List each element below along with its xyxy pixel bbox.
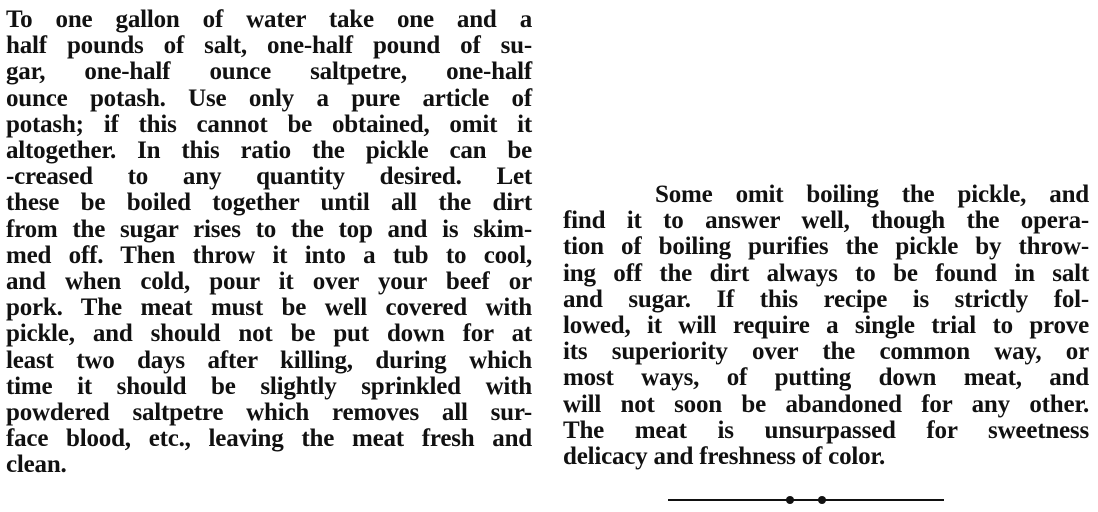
text-line: most ways, of putting down meat, and — [563, 364, 1089, 392]
text-line: gar, one-half ounce saltpetre, one-half — [6, 58, 532, 86]
divider-ornament-dot — [786, 496, 794, 504]
text-line: will not soon be abandoned for any other. — [563, 390, 1089, 418]
text-line: powdered saltpetre which removes all sur- — [6, 399, 532, 427]
text-line: To one gallon of water take one and a — [6, 6, 532, 33]
text-line: and sugar. If this recipe is strictly fol- — [563, 285, 1089, 313]
text-line: clean. — [6, 451, 67, 479]
text-line: least two days after killing, during which — [6, 346, 532, 374]
text-line: time it should be slightly sprinkled with — [6, 372, 532, 400]
decorative-divider-rule — [668, 499, 944, 501]
text-line: find it to answer well, though the opera- — [563, 207, 1089, 235]
text-line: pork. The meat must be well covered with — [6, 294, 532, 322]
text-line: The meat is unsurpassed for sweetness — [563, 416, 1089, 444]
text-line: -creased to any quantity desired. Let — [6, 163, 532, 191]
text-line: lowed, it will require a single trial to prove — [563, 312, 1089, 340]
text-line: half pounds of salt, one-half pound of su- — [6, 32, 532, 60]
text-line: pickle, and should not be put down for at — [6, 320, 532, 348]
text-line: Some omit boiling the pickle, and — [655, 181, 1089, 208]
text-line: med off. Then throw it into a tub to cool, — [6, 241, 532, 269]
text-line: tion of boiling purifies the pickle by throw- — [563, 233, 1089, 261]
text-line: ing off the dirt always to be found in salt — [563, 259, 1089, 287]
text-line: and when cold, pour it over your beef or — [6, 268, 532, 296]
divider-ornament-dot — [818, 496, 826, 504]
right-column-text — [563, 182, 1089, 470]
text-line: delicacy and freshness of color. — [563, 443, 886, 471]
text-line: from the sugar rises to the top and is skim- — [6, 215, 532, 243]
text-line: ounce potash. Use only a pure article of — [6, 84, 532, 112]
text-line: potash; if this cannot be obtained, omit it — [6, 110, 532, 138]
text-line: its superiority over the common way, or — [563, 338, 1089, 366]
text-line: altogether. In this ratio the pickle can be — [6, 137, 532, 165]
text-line: these be boiled together until all the dirt — [6, 189, 532, 217]
left-column-text — [6, 7, 532, 479]
text-line: face blood, etc., leaving the meat fresh and — [6, 425, 532, 453]
